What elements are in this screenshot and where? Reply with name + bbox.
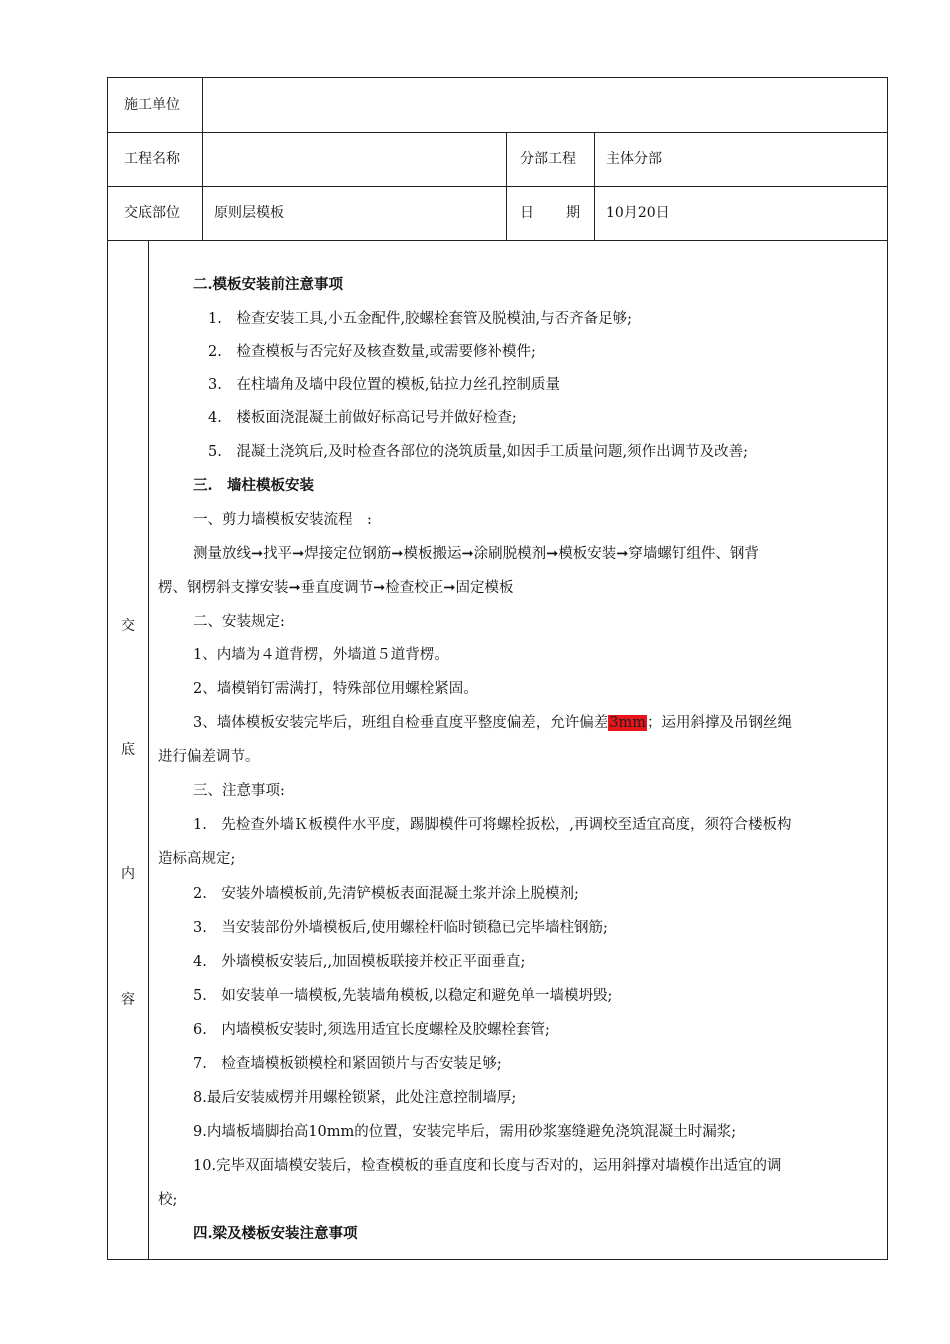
- row-divider: [108, 132, 887, 133]
- list-item: 2、墙模销钉需满打，特殊部位用螺栓紧固。: [193, 681, 478, 697]
- list-item: 4. 楼板面浇混凝土前做好标高记号并做好检查;: [208, 410, 517, 426]
- date-label-part1: 日: [520, 205, 534, 221]
- rule-text: 3、墙体模板安装完毕后，班组自检垂直度平整度偏差，允许偏差: [193, 715, 609, 731]
- paragraph-line: 校;: [158, 1192, 178, 1208]
- highlight-mark: 3mm: [609, 715, 646, 731]
- list-item: 3. 在柱墙角及墙中段位置的模板,钻拉力丝孔控制质量: [208, 377, 560, 393]
- paragraph-line: 楞、钢楞斜支撑安装➞垂直度调节➞检查校正➞固定模板: [158, 580, 514, 596]
- list-item: 2. 检查模板与否完好及核查数量,或需要修补模件;: [208, 344, 536, 360]
- side-label-char: 交: [121, 618, 135, 634]
- side-label-char: 底: [121, 742, 135, 758]
- date-label-part2: 期: [566, 205, 580, 221]
- section-title: 二.模板安装前注意事项: [193, 276, 344, 293]
- list-item: 4. 外墙模板安装后,,加固模板联接并校正平面垂直;: [193, 954, 526, 970]
- handover-form-table: [107, 77, 888, 1260]
- list-item: 5. 混凝土浇筑后,及时检查各部位的浇筑质量,如因手工质量问题,须作出调节及改善;: [208, 444, 749, 460]
- section-title: 三. 墙柱模板安装: [193, 477, 315, 494]
- side-label-char: 容: [121, 992, 135, 1008]
- list-item: 7. 检查墙模板锁模栓和紧固锁片与否安装足够;: [193, 1056, 502, 1072]
- list-item: 1. 先检查外墙Ｋ板模件水平度，踢脚模件可将螺栓扳松，,再调校至适宜高度，须符合楼板构: [193, 817, 792, 833]
- list-item: 1. 检查安装工具,小五金配件,胶螺栓套管及脱模油,与否齐备足够;: [208, 311, 633, 327]
- column-divider: [148, 240, 149, 1259]
- handover-location-value[interactable]: 原则层模板: [214, 205, 284, 221]
- subproject-value[interactable]: 主体分部: [606, 151, 662, 167]
- paragraph-line: 测量放线➞找平➞焊接定位钢筋➞模板搬运➞涂刷脱模剂➞模板安装➞穿墙螺钉组件、钢背: [193, 546, 759, 562]
- column-divider: [506, 132, 507, 240]
- subproject-label: 分部工程: [520, 151, 576, 167]
- list-item: [193, 713, 792, 733]
- column-divider: [202, 78, 203, 240]
- date-value[interactable]: 10月20日: [606, 205, 670, 221]
- side-label-char: 内: [121, 866, 135, 882]
- list-item: 2. 安装外墙模板前,先清铲模板表面混凝土浆并涂上脱模剂;: [193, 886, 579, 902]
- paragraph-line: 造标高规定;: [158, 851, 236, 867]
- column-divider: [594, 132, 595, 240]
- row-divider: [108, 186, 887, 187]
- list-item: 8.最后安装威楞并用螺栓锁紧，此处注意控制墙厚;: [193, 1090, 517, 1106]
- list-item: 10.完毕双面墙模安装后，检查模板的垂直度和长度与否对的，运用斜撑对墙模作出适宜的调: [193, 1158, 782, 1174]
- construction-unit-label: 施工单位: [124, 97, 180, 113]
- subsection-title: 二、安装规定:: [193, 614, 285, 630]
- subsection-title: 一、剪力墙模板安装流程 :: [193, 512, 372, 528]
- list-item: 9.内墙板墙脚抬高10mm的位置，安装完毕后，需用砂浆塞缝避免浇筑混凝土时漏浆;: [193, 1124, 737, 1140]
- rule-text: ；运用斜撑及吊钢丝绳: [646, 715, 792, 731]
- row-divider: [108, 240, 887, 241]
- list-item: 3. 当安装部份外墙模板后,使用螺栓杆临时锁稳已完毕墙柱钢筋;: [193, 920, 608, 936]
- list-item: 1、内墙为４道背楞，外墙道５道背楞。: [193, 647, 449, 663]
- list-item: 6. 内墙模板安装时,须选用适宜长度螺栓及胶螺栓套管;: [193, 1022, 550, 1038]
- section-title: 四.梁及楼板安装注意事项: [193, 1225, 358, 1242]
- list-item: 5. 如安装单一墙模板,先装墙角模板,以稳定和避免单一墙模坍毁;: [193, 988, 613, 1004]
- handover-location-label: 交底部位: [124, 205, 180, 221]
- subsection-title: 三、注意事项:: [193, 783, 285, 799]
- project-name-label: 工程名称: [124, 151, 180, 167]
- paragraph-line: 进行偏差调节。: [158, 749, 260, 765]
